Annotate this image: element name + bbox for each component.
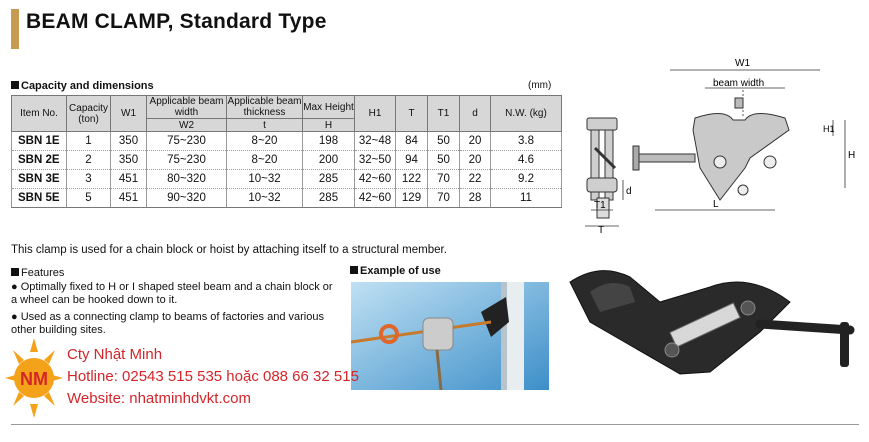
table-row xyxy=(12,132,562,151)
cell-model: SBN 5E xyxy=(12,189,67,208)
cell-h1: 32~50 xyxy=(355,151,396,170)
header-beam-width-sub: W2 xyxy=(147,119,227,132)
cell-width: 75~230 xyxy=(147,132,227,151)
page-title: BEAM CLAMP, Standard Type xyxy=(26,10,327,33)
bottom-divider xyxy=(11,424,859,425)
company-website[interactable]: Website: nhatminhdvkt.com xyxy=(67,390,251,407)
label-w1: W1 xyxy=(735,58,750,69)
header-h1: H1 xyxy=(355,96,396,132)
label-t1: T1 xyxy=(594,200,606,211)
cell-w1: 451 xyxy=(111,189,147,208)
cell-t: 84 xyxy=(396,132,428,151)
header-capacity: Capacity (ton) xyxy=(67,96,111,132)
header-beam-thickness-sub: t xyxy=(227,119,303,132)
header-max-height: Max Height xyxy=(303,96,355,119)
cell-thickness: 8~20 xyxy=(227,132,303,151)
cell-capacity: 3 xyxy=(67,170,111,189)
cell-thickness: 10~32 xyxy=(227,170,303,189)
cell-capacity: 2 xyxy=(67,151,111,170)
cell-h1: 32~48 xyxy=(355,132,396,151)
product-photo xyxy=(560,262,865,382)
example-heading-label: Example of use xyxy=(360,265,441,277)
company-hotline[interactable]: Hotline: 02543 515 535 hoặc 088 66 32 515 xyxy=(67,368,359,385)
cell-t1: 70 xyxy=(428,189,460,208)
label-h1: H1 xyxy=(823,124,835,134)
cell-nw: 4.6 xyxy=(491,151,562,170)
cell-w1: 451 xyxy=(111,170,147,189)
cell-w1: 350 xyxy=(111,151,147,170)
company-info xyxy=(67,344,359,410)
cell-thickness: 10~32 xyxy=(227,189,303,208)
cell-t1: 70 xyxy=(428,170,460,189)
label-beam-width: beam width xyxy=(713,78,765,89)
cell-w1: 350 xyxy=(111,132,147,151)
label-t: T xyxy=(598,225,605,233)
cell-width: 90~320 xyxy=(147,189,227,208)
cell-height: 198 xyxy=(303,132,355,151)
cell-d: 28 xyxy=(460,189,491,208)
table-row xyxy=(12,189,562,208)
cell-nw: 9.2 xyxy=(491,170,562,189)
cell-d: 22 xyxy=(460,170,491,189)
example-photo xyxy=(351,282,549,390)
header-beam-thickness: Applicable beam thickness xyxy=(227,96,302,118)
header-nw: N.W. (kg) xyxy=(491,96,562,132)
front-view-drawing xyxy=(633,98,789,200)
capacity-section-label: Capacity and dimensions xyxy=(21,80,154,92)
feature-item: ● Optimally fixed to H or I shaped steel beam and a chain block or a wheel can be hooked down to it. xyxy=(11,281,333,306)
feature-text: Optimally fixed to H or I shaped steel beam and a chain block or a wheel can be hooked down to it. xyxy=(11,281,333,306)
features-heading xyxy=(11,267,64,279)
example-heading xyxy=(350,265,441,277)
header-w1: W1 xyxy=(111,96,147,132)
cell-model: SBN 3E xyxy=(12,170,67,189)
capacity-section-heading xyxy=(11,80,154,92)
label-h: H xyxy=(848,150,856,161)
company-logo xyxy=(5,338,63,418)
cell-height: 285 xyxy=(303,170,355,189)
cell-capacity: 1 xyxy=(67,132,111,151)
cell-model: SBN 1E xyxy=(12,132,67,151)
cell-thickness: 8~20 xyxy=(227,151,303,170)
cell-t: 129 xyxy=(396,189,428,208)
header-beam-width: Applicable beam width xyxy=(147,96,227,119)
title-accent-bar xyxy=(11,9,19,49)
cell-t1: 50 xyxy=(428,151,460,170)
unit-note: (mm) xyxy=(528,80,552,91)
cell-t: 122 xyxy=(396,170,428,189)
feature-text: Used as a connecting clamp to beams of factories and various other building sites. xyxy=(11,311,324,336)
cell-height: 200 xyxy=(303,151,355,170)
logo-text: NM xyxy=(20,369,48,389)
cell-width: 80~320 xyxy=(147,170,227,189)
square-bullet-icon xyxy=(11,81,19,89)
cell-d: 20 xyxy=(460,132,491,151)
features-heading-label: Features xyxy=(21,267,65,279)
cell-t: 94 xyxy=(396,151,428,170)
cell-d: 20 xyxy=(460,151,491,170)
label-l: L xyxy=(713,199,719,210)
square-bullet-icon xyxy=(11,268,19,276)
cell-capacity: 5 xyxy=(67,189,111,208)
header-t: T xyxy=(396,96,428,132)
cell-t1: 50 xyxy=(428,132,460,151)
header-t1: T1 xyxy=(428,96,460,132)
label-d: d xyxy=(626,186,632,197)
cell-nw: 3.8 xyxy=(491,132,562,151)
cell-nw: 11 xyxy=(491,189,562,208)
dimension-diagram xyxy=(575,58,865,233)
table-row xyxy=(12,151,562,170)
cell-height: 285 xyxy=(303,189,355,208)
table-row xyxy=(12,170,562,189)
cell-width: 75~230 xyxy=(147,151,227,170)
header-item: Item No. xyxy=(12,96,67,132)
spec-table xyxy=(11,95,562,208)
description-text: This clamp is used for a chain block or hoist by attaching itself to a structural member. xyxy=(11,244,447,256)
feature-item: ● Used as a connecting clamp to beams of factories and various other building sites. xyxy=(11,311,324,336)
header-d: d xyxy=(460,96,491,132)
cell-h1: 42~60 xyxy=(355,189,396,208)
square-bullet-icon xyxy=(350,266,358,274)
header-max-height-sub: H xyxy=(303,119,355,132)
cell-model: SBN 2E xyxy=(12,151,67,170)
cell-h1: 42~60 xyxy=(355,170,396,189)
company-name: Cty Nhật Minh xyxy=(67,346,163,363)
